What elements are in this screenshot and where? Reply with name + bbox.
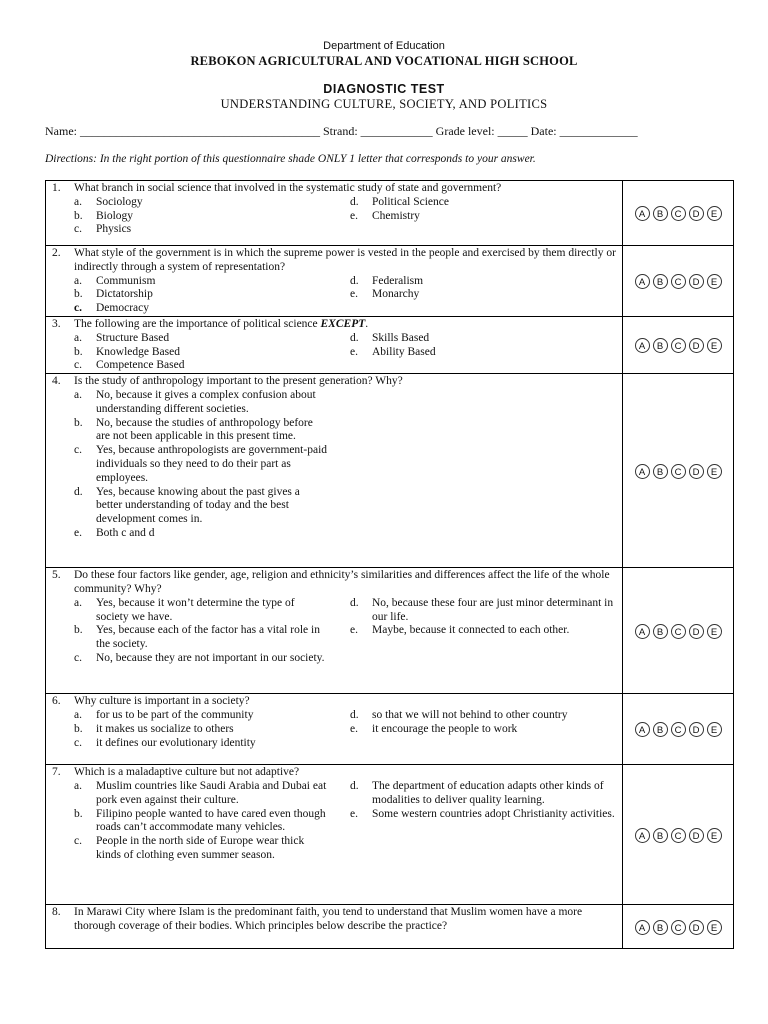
- answer-bubble-e[interactable]: E: [707, 206, 722, 221]
- answer-cell: [623, 317, 734, 374]
- option-letter: a.: [74, 596, 82, 609]
- answer-bubble-e[interactable]: E: [707, 624, 722, 639]
- question-row: [46, 568, 734, 694]
- question-text-main: Do these four factors like gender, age, religion and ethnicity’s similarities and differences affect the life of the whole community? Why?: [74, 569, 610, 595]
- option-item: [350, 332, 618, 346]
- question-row: [46, 765, 734, 905]
- option-item: [350, 597, 618, 625]
- question-row: [46, 694, 734, 765]
- option-item: [74, 275, 328, 289]
- option-letter: a.: [74, 779, 82, 792]
- option-letter: d.: [74, 485, 83, 498]
- option-letter: b.: [74, 416, 83, 429]
- question-text-main: What style of the government is in which the supreme power is vested in the people and exercised by them directly or indirectly through a system of representation?: [74, 247, 616, 273]
- answer-bubbles: [635, 920, 722, 935]
- option-letter: d.: [350, 274, 359, 287]
- option-text: Sociology: [96, 195, 143, 208]
- school-name: REBOKON AGRICULTURAL AND VOCATIONAL HIGH SCHOOL: [190, 54, 578, 68]
- option-item: [74, 302, 328, 316]
- question-text: [74, 695, 618, 709]
- answer-bubble-a[interactable]: A: [635, 338, 650, 353]
- option-letter: a.: [74, 388, 82, 401]
- option-text: it makes us socialize to others: [96, 722, 234, 735]
- question-row: [46, 905, 734, 949]
- answer-cell: [623, 694, 734, 765]
- option-text: Political Science: [372, 195, 449, 208]
- option-text: Yes, because each of the factor has a vital role in the society.: [96, 624, 320, 651]
- question-text-main: In Marawi City where Islam is the predominant faith, you tend to understand that Muslim women have a more thorough coverage of their bodies. Which principles below describe the practice?: [74, 906, 583, 932]
- answer-bubble-a[interactable]: A: [635, 722, 650, 737]
- option-letter: b.: [74, 288, 83, 301]
- question-stem: [52, 247, 618, 275]
- question-row: [46, 374, 734, 568]
- question-text-main: The following are the importance of political science: [74, 318, 318, 330]
- option-item: [74, 223, 328, 237]
- option-item: [350, 275, 618, 289]
- question-text: [74, 182, 618, 196]
- question-text: [74, 375, 618, 389]
- question-row: [46, 317, 734, 374]
- question-cell: [46, 694, 623, 765]
- options-column-left: [52, 709, 328, 750]
- question-text-main: Why culture is important in a society?: [74, 695, 250, 708]
- options-column-right: [328, 196, 618, 237]
- option-text: Biology: [96, 209, 134, 222]
- answer-bubble-b[interactable]: B: [653, 624, 668, 639]
- question-number: 3.: [52, 318, 61, 330]
- question-number: 6.: [52, 695, 61, 708]
- option-item: [350, 196, 618, 210]
- options-column-left: [52, 275, 328, 316]
- question-number: 8.: [52, 906, 61, 919]
- option-item: [74, 389, 328, 417]
- question-text: [74, 318, 618, 332]
- answer-bubble-c[interactable]: C: [671, 828, 686, 843]
- option-text: Monarchy: [372, 288, 420, 301]
- options-column-right: [328, 389, 618, 541]
- option-letter: a.: [74, 195, 82, 208]
- option-item: [74, 359, 328, 373]
- options-column-right: [328, 709, 618, 750]
- answer-bubble-c[interactable]: C: [671, 722, 686, 737]
- answer-bubble-b[interactable]: B: [653, 274, 668, 289]
- option-text: so that we will not behind to other country: [372, 708, 568, 721]
- option-letter: d.: [350, 779, 359, 792]
- test-title: DIAGNOSTIC TEST: [323, 82, 445, 96]
- option-letter: d.: [350, 596, 359, 609]
- option-text: Yes, because knowing about the past gives a better understanding of today and the best development comes in.: [96, 485, 300, 526]
- option-text: Competence Based: [96, 359, 185, 372]
- question-number: 5.: [52, 569, 61, 582]
- answer-bubble-b[interactable]: B: [653, 338, 668, 353]
- question-cell: [46, 568, 623, 694]
- option-letter: e.: [350, 807, 358, 820]
- option-letter: e.: [350, 345, 358, 358]
- answer-bubble-a[interactable]: A: [635, 464, 650, 479]
- answer-bubble-d[interactable]: D: [689, 464, 704, 479]
- answer-bubble-e[interactable]: E: [707, 828, 722, 843]
- answer-bubble-a[interactable]: A: [635, 206, 650, 221]
- answer-cell: [623, 246, 734, 317]
- option-text: Chemistry: [372, 209, 420, 222]
- answer-bubble-e[interactable]: E: [707, 722, 722, 737]
- answer-bubble-b[interactable]: B: [653, 828, 668, 843]
- option-letter: d.: [350, 708, 359, 721]
- directions-text: Directions: In the right portion of this questionnaire shade ONLY 1 letter that corresponds to your answer.: [45, 153, 536, 165]
- option-letter: c.: [74, 359, 82, 372]
- option-letter: a.: [74, 331, 82, 344]
- question-emphasis: EXCEPT: [320, 318, 366, 330]
- answer-bubble-a[interactable]: A: [635, 274, 650, 289]
- answer-bubble-e[interactable]: E: [707, 464, 722, 479]
- answer-cell: [623, 568, 734, 694]
- option-letter: c.: [74, 835, 82, 848]
- answer-bubble-d[interactable]: D: [689, 624, 704, 639]
- option-letter: a.: [74, 274, 82, 287]
- option-item: [74, 780, 328, 808]
- options-column-left: [52, 196, 328, 237]
- option-letter: e.: [350, 722, 358, 735]
- options-column-right: [328, 275, 618, 316]
- question-row: [46, 246, 734, 317]
- test-subtitle: UNDERSTANDING CULTURE, SOCIETY, AND POLITICS: [220, 97, 548, 111]
- answer-bubble-a[interactable]: A: [635, 624, 650, 639]
- option-item: [74, 835, 328, 863]
- options-columns: [52, 597, 618, 666]
- option-item: [74, 527, 328, 541]
- option-item: [350, 780, 618, 808]
- option-letter: c.: [74, 223, 82, 236]
- option-text: Yes, because it won’t determine the type of society we have.: [96, 596, 295, 623]
- option-item: [74, 486, 328, 527]
- options-columns: [52, 780, 618, 863]
- question-cell: [46, 181, 623, 246]
- question-cell: [46, 905, 623, 949]
- options-columns: [52, 275, 618, 316]
- option-letter: c.: [74, 736, 82, 749]
- option-text: Structure Based: [96, 331, 170, 344]
- option-text: People in the north side of Europe wear thick kinds of clothing even summer season.: [96, 835, 305, 861]
- question-number: 7.: [52, 766, 61, 779]
- option-item: [350, 709, 618, 723]
- option-text: Communism: [96, 274, 156, 287]
- option-item: [74, 417, 328, 445]
- question-text-end: .: [365, 318, 369, 330]
- option-item: [74, 332, 328, 346]
- option-item: [74, 210, 328, 224]
- options-column-right: [328, 780, 618, 863]
- department-title: Department of Education: [323, 40, 445, 52]
- option-item: [350, 808, 618, 822]
- option-text: Maybe, because it connected to each other.: [372, 624, 570, 637]
- question-cell: [46, 317, 623, 374]
- answer-bubble-d[interactable]: D: [689, 920, 704, 935]
- answer-bubble-a[interactable]: A: [635, 920, 650, 935]
- answer-bubbles: [635, 274, 722, 289]
- question-text-main: Is the study of anthropology important to the present generation? Why?: [74, 375, 403, 388]
- option-text: it defines our evolutionary identity: [96, 736, 256, 749]
- answer-bubble-c[interactable]: C: [671, 624, 686, 639]
- answer-bubble-c[interactable]: C: [671, 920, 686, 935]
- question-number: 1.: [52, 182, 61, 194]
- option-item: [74, 737, 328, 751]
- question-stem: [52, 182, 618, 196]
- option-item: [74, 652, 328, 666]
- answer-bubble-d[interactable]: D: [689, 274, 704, 289]
- option-letter: a.: [74, 708, 82, 721]
- option-item: [74, 444, 328, 485]
- option-item: [350, 723, 618, 737]
- question-text: [74, 906, 618, 934]
- options-column-left: [52, 332, 328, 373]
- question-stem: [52, 906, 618, 934]
- answer-bubble-d[interactable]: D: [689, 338, 704, 353]
- option-letter: d.: [350, 195, 359, 208]
- answer-bubble-b[interactable]: B: [653, 206, 668, 221]
- answer-bubbles: [635, 828, 722, 843]
- answer-cell: [623, 905, 734, 949]
- question-text: [74, 766, 618, 780]
- options-column-right: [328, 597, 618, 666]
- student-info-line[interactable]: Name: ________________________________________ Strand: ____________ Grade level: _____ Date: _____________: [45, 124, 638, 138]
- option-text: The department of education adapts other kinds of modalities to deliver quality learning.: [372, 779, 604, 806]
- answer-bubbles: [635, 722, 722, 737]
- option-letter: e.: [350, 209, 358, 222]
- option-text: Federalism: [372, 274, 424, 287]
- option-item: [74, 346, 328, 360]
- option-letter: c.: [74, 302, 82, 315]
- question-text-main: Which is a maladaptive culture but not adaptive?: [74, 766, 300, 779]
- question-cell: [46, 765, 623, 905]
- question-stem: [52, 695, 618, 709]
- question-row: [46, 181, 734, 246]
- option-letter: b.: [74, 624, 83, 637]
- answer-bubbles: [635, 206, 722, 221]
- options-columns: [52, 332, 618, 373]
- option-text: Dictatorship: [96, 288, 153, 301]
- question-number: 4.: [52, 375, 61, 388]
- question-text: [74, 569, 618, 597]
- answer-bubble-b[interactable]: B: [653, 464, 668, 479]
- option-item: [74, 597, 328, 625]
- answer-bubble-b[interactable]: B: [653, 722, 668, 737]
- answer-bubble-e[interactable]: E: [707, 920, 722, 935]
- option-text: Democracy: [96, 302, 149, 315]
- option-letter: d.: [350, 331, 359, 344]
- answer-cell: [623, 765, 734, 905]
- answer-bubbles: [635, 338, 722, 353]
- option-text: Yes, because anthropologists are government-paid individuals so they need to do their part as employees.: [96, 444, 328, 484]
- question-text: [74, 247, 618, 275]
- answer-bubble-e[interactable]: E: [707, 338, 722, 353]
- question-stem: [52, 375, 618, 389]
- option-letter: e.: [350, 624, 358, 637]
- answer-bubble-c[interactable]: C: [671, 206, 686, 221]
- question-number: 2.: [52, 247, 61, 259]
- option-text: No, because it gives a complex confusion about understanding different societies.: [96, 388, 316, 415]
- option-text: it encourage the people to work: [372, 722, 518, 735]
- option-text: Some western countries adopt Christianity activities.: [372, 807, 615, 820]
- answer-bubbles: [635, 624, 722, 639]
- answer-bubble-d[interactable]: D: [689, 828, 704, 843]
- option-letter: c.: [74, 444, 82, 457]
- option-letter: e.: [74, 526, 82, 539]
- option-item: [74, 624, 328, 652]
- options-columns: [52, 389, 618, 541]
- question-cell: [46, 374, 623, 568]
- answer-bubble-c[interactable]: C: [671, 338, 686, 353]
- question-text-main: What branch in social science that involved in the systematic study of state and government?: [74, 182, 502, 194]
- options-column-left: [52, 780, 328, 863]
- question-cell: [46, 246, 623, 317]
- answer-cell: [623, 374, 734, 568]
- option-letter: b.: [74, 807, 83, 820]
- answer-bubble-c[interactable]: C: [671, 464, 686, 479]
- answer-bubbles: [635, 464, 722, 479]
- option-item: [74, 288, 328, 302]
- option-item: [74, 196, 328, 210]
- option-letter: b.: [74, 345, 83, 358]
- option-text: Ability Based: [372, 345, 436, 358]
- options-column-left: [52, 597, 328, 666]
- option-text: Skills Based: [372, 331, 430, 344]
- option-item: [350, 210, 618, 224]
- answer-bubble-c[interactable]: C: [671, 274, 686, 289]
- option-letter: e.: [350, 288, 358, 301]
- options-columns: [52, 709, 618, 750]
- options-columns: [52, 196, 618, 237]
- answer-bubble-b[interactable]: B: [653, 920, 668, 935]
- option-text: Both c and d: [96, 526, 155, 539]
- option-item: [350, 346, 618, 360]
- questionnaire-table: [45, 180, 734, 949]
- option-letter: c.: [74, 651, 82, 664]
- option-text: for us to be part of the community: [96, 708, 254, 721]
- answer-bubble-e[interactable]: E: [707, 274, 722, 289]
- option-text: No, because they are not important in our society.: [96, 651, 325, 664]
- options-column-left: [52, 389, 328, 541]
- question-stem: [52, 569, 618, 597]
- option-item: [74, 723, 328, 737]
- option-letter: b.: [74, 209, 83, 222]
- options-column-right: [328, 332, 618, 373]
- answer-bubble-a[interactable]: A: [635, 828, 650, 843]
- answer-cell: [623, 181, 734, 246]
- option-text: Knowledge Based: [96, 345, 180, 358]
- option-text: No, because the studies of anthropology before are not been applicable in this present time.: [96, 416, 313, 443]
- option-item: [350, 624, 618, 638]
- option-text: Physics: [96, 223, 132, 236]
- option-text: No, because these four are just minor determinant in our life.: [372, 596, 614, 623]
- option-text: Filipino people wanted to have cared even though roads can’t accommodate many vehicles.: [96, 807, 326, 834]
- question-stem: [52, 766, 618, 780]
- option-item: [74, 709, 328, 723]
- answer-bubble-d[interactable]: D: [689, 722, 704, 737]
- answer-bubble-d[interactable]: D: [689, 206, 704, 221]
- option-item: [350, 288, 618, 302]
- option-text: Muslim countries like Saudi Arabia and Dubai eat pork even against their culture.: [96, 779, 327, 806]
- option-letter: b.: [74, 722, 83, 735]
- question-stem: [52, 318, 618, 332]
- option-item: [74, 808, 328, 836]
